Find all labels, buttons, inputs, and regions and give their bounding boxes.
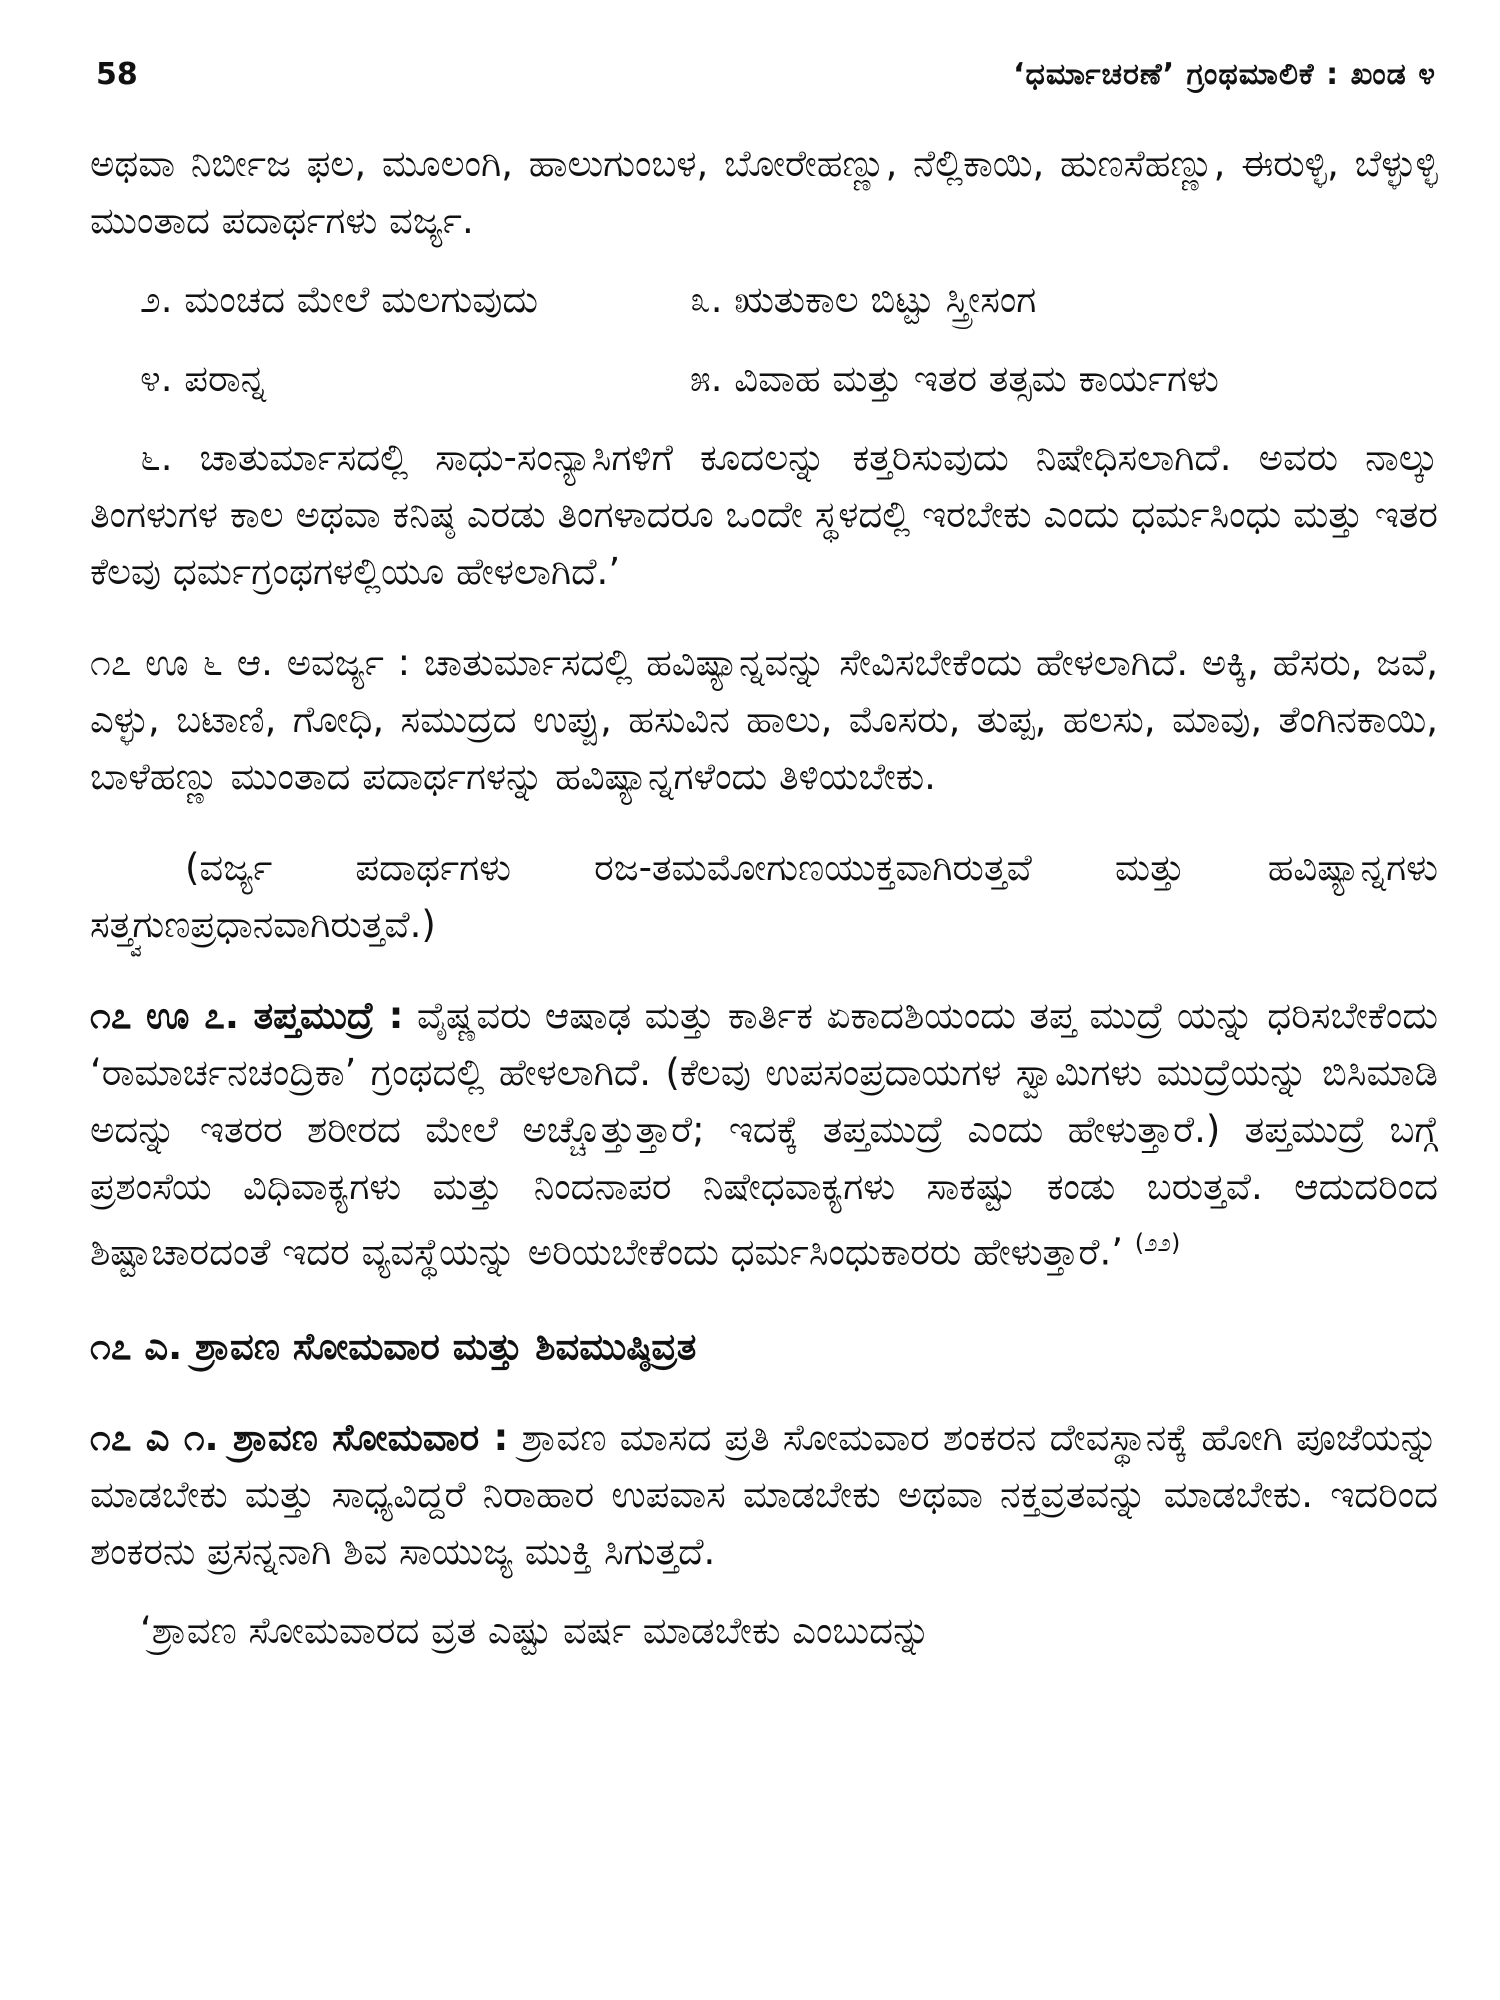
section-text: ಶ್ರಾವಣ ಮಾಸದ ಪ್ರತಿ ಸೋಮವಾರ ಶಂಕರನ ದೇವಸ್ಥಾನಕ್ಕೆ ಹೋಗಿ ಪೂಜೆಯನ್ನು ಮಾಡಬೇಕು ಮತ್ತು ಸಾಧ್ಯವಿದ್ದರೆ ನಿರಾಹಾರ ಉಪವಾಸ ಮಾಡಬೇಕು ಅಥವಾ ನಕ್ತವ್ರತವನ್ನು ಮಾಡಬೇಕು. ಇದರಿಂದ ಶಂಕರನು ಪ್ರಸನ್ನನಾಗಿ ಶಿವ ಸಾಯುಜ್ಯ ಮುಕ್ತಿ ಸಿಗುತ್ತದೆ. xyxy=(90,1416,1438,1574)
page-body xyxy=(90,135,1438,1659)
page-number: 58 xyxy=(96,56,138,92)
footnote-reference: (೨೨) xyxy=(1134,1229,1181,1257)
section-taptamudre xyxy=(90,987,1438,1280)
paragraph-six: ೬. ಚಾತುರ್ಮಾಸದಲ್ಲಿ ಸಾಧು-ಸಂನ್ಯಾಸಿಗಳಿಗೆ ಕೂದಲನ್ನು ಕತ್ತರಿಸುವುದು ನಿಷೇಧಿಸಲಾಗಿದೆ. ಅವರು ನಾಲ್ಕು ತಿಂಗಳುಗಳ ಕಾಲ ಅಥವಾ ಕನಿಷ್ಠ ಎರಡು ತಿಂಗಳಾದರೂ ಒಂದೇ ಸ್ಥಳದಲ್ಲಿ ಇರಬೇಕು ಎಂದು ಧರ್ಮಸಿಂಧು ಮತ್ತು ಇತರ ಕೆಲವು ಧರ್ಮಗ್ರಂಥಗಳಲ್ಲಿಯೂ ಹೇಳಲಾಗಿದೆ.’ xyxy=(90,436,1438,593)
closing-line: ‘ಶ್ರಾವಣ ಸೋಮವಾರದ ವ್ರತ ಎಷ್ಟು ವರ್ಷ ಮಾಡಬೇಕು ಎಂಬುದನ್ನು xyxy=(140,1609,931,1653)
page-header xyxy=(96,44,1436,104)
list-row xyxy=(90,350,1438,407)
section-avarjya xyxy=(90,634,1438,805)
parenthetical-note: (ವರ್ಜ್ಯ ಪದಾರ್ಥಗಳು ರಜ-ತಮಮೋಗುಣಯುಕ್ತವಾಗಿರುತ್ತವೆ ಮತ್ತು ಹವಿಷ್ಯಾನ್ನಗಳು ಸತ್ತ್ವಗುಣಪ್ರಧಾನವಾಗಿರುತ್ತವೆ.) xyxy=(90,846,1438,946)
section-text: ಚಾತುರ್ಮಾಸದಲ್ಲಿ ಹವಿಷ್ಯಾನ್ನವನ್ನು ಸೇವಿಸಬೇಕೆಂದು ಹೇಳಲಾಗಿದೆ. ಅಕ್ಕಿ, ಹೆಸರು, ಜವೆ, ಎಳ್ಳು, ಬಟಾಣಿ, ಗೋಧಿ, ಸಮುದ್ರದ ಉಪ್ಪು, ಹಸುವಿನ ಹಾಲು, ಮೊಸರು, ತುಪ್ಪ, ಹಲಸು, ಮಾವು, ತೆಂಗಿನಕಾಯಿ, ಬಾಳೆಹಣ್ಣು ಮುಂತಾದ ಪದಾರ್ಥಗಳನ್ನು ಹವಿಷ್ಯಾನ್ನಗಳೆಂದು ತಿಳಿಯಬೇಕು. xyxy=(90,641,1439,798)
section-heading: ೧೭ ಎ. ಶ್ರಾವಣ ಸೋಮವಾರ ಮತ್ತು ಶಿವಮುಷ್ಠಿವ್ರತ xyxy=(90,1325,697,1369)
list-item: ೩. ಋತುಕಾಲ ಬಿಟ್ಟು ಸ್ತ್ರೀಸಂಗ xyxy=(690,278,1037,321)
list-item: ೨. ಮಂಚದ ಮೇಲೆ ಮಲಗುವುದು xyxy=(140,278,539,321)
list-item: ೪. ಪರಾನ್ನ xyxy=(140,357,267,400)
section-label: ೧೭ ಊ ೭. ತಪ್ತಮುದ್ರೆ : xyxy=(90,994,404,1037)
section-text: ವೈಷ್ಣವರು ಆಷಾಢ ಮತ್ತು ಕಾರ್ತಿಕ ಏಕಾದಶಿಯಂದು ತಪ್ತ ಮುದ್ರೆ ಯನ್ನು ಧರಿಸಬೇಕೆಂದು ‘ರಾಮಾರ್ಚನಚಂದ್ರಿಕಾ’ ಗ್ರಂಥದಲ್ಲಿ ಹೇಳಲಾಗಿದೆ. (ಕೆಲವು ಉಪಸಂಪ್ರದಾಯಗಳ ಸ್ವಾಮಿಗಳು ಮುದ್ರೆಯನ್ನು ಬಿಸಿಮಾಡಿ ಅದನ್ನು ಇತರರ ಶರೀರದ ಮೇಲೆ ಅಚ್ಚೊತ್ತುತ್ತಾರೆ; ಇದಕ್ಕೆ ತಪ್ತಮುದ್ರೆ ಎಂದು ಹೇಳುತ್ತಾರೆ.) ತಪ್ತಮುದ್ರೆ ಬಗ್ಗೆ ಪ್ರಶಂಸೆಯ ವಿಧಿವಾಕ್ಯಗಳು ಮತ್ತು ನಿಂದನಾಪರ ನಿಷೇಧವಾಕ್ಯಗಳು ಸಾಕಷ್ಟು ಕಂಡು ಬರುತ್ತವೆ. ಆದುದರಿಂದ ಶಿಷ್ಟಾಚಾರದಂತೆ ಇದರ ವ್ಯವಸ್ಥೆಯನ್ನು ಅರಿಯಬೇಕೆಂದು ಧರ್ಮಸಿಂಧುಕಾರರು ಹೇಳುತ್ತಾರೆ.’ xyxy=(90,994,1438,1274)
intro-paragraph: ಅಥವಾ ನಿರ್ಬೀಜ ಫಲ, ಮೂಲಂಗಿ, ಹಾಲುಗುಂಬಳ, ಬೋರೇಹಣ್ಣು, ನೆಲ್ಲಿಕಾಯಿ, ಹುಣಸೆಹಣ್ಣು, ಈರುಳ್ಳಿ, ಬೆಳ್ಳುಳ್ಳಿ ಮುಂತಾದ ಪದಾರ್ಥಗಳು ವರ್ಜ್ಯ. xyxy=(90,142,1438,242)
list-item: ೫. ವಿವಾಹ ಮತ್ತು ಇತರ ತತ್ಸಮ ಕಾರ್ಯಗಳು xyxy=(690,357,1219,400)
list-row xyxy=(90,271,1438,328)
section-label: ೧೭ ಊ ೬ ಆ. ಅವರ್ಜ್ಯ : xyxy=(90,641,411,684)
book-title: ‘ಧರ್ಮಾಚರಣೆ’ ಗ್ರಂಥಮಾಲಿಕೆ : ಖಂಡ ೪ xyxy=(1013,56,1436,92)
section-label: ೧೭ ಎ ೧. ಶ್ರಾವಣ ಸೋಮವಾರ : xyxy=(90,1416,509,1460)
section-shravana xyxy=(90,1409,1438,1580)
